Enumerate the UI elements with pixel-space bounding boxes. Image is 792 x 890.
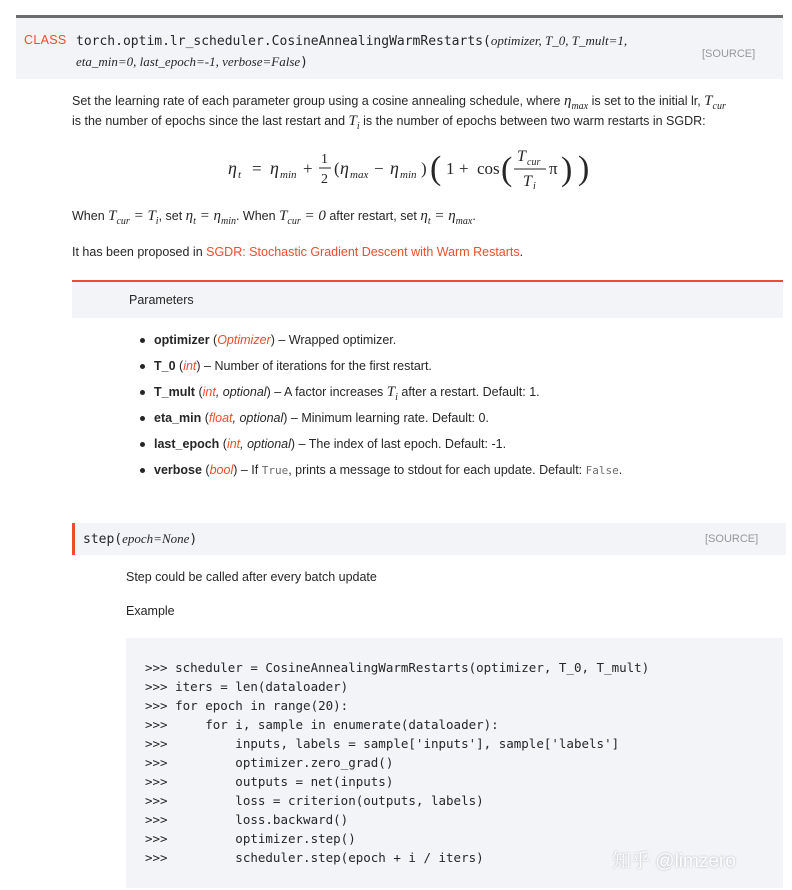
math-t-i: $T_i$ [386,384,398,403]
param-desc: – A factor increases [270,385,387,399]
svg-text:i: i [533,181,536,191]
example-code [145,658,649,867]
code-line: >>> scheduler = CosineAnnealingWarmRestarts(optimizer, T_0, T_mult) [145,660,650,675]
param-desc: – Wrapped optimizer. [274,333,397,347]
class-args-line1: optimizer, T_0, T_mult=1, [490,33,628,48]
math-tcur-eq-zero: $T_{cur} = 0$ [279,208,326,227]
desc-text: . [472,209,476,223]
svg-text:η: η [228,158,237,178]
desc-text: after restart, set [325,209,421,223]
svg-text:): ) [561,151,573,188]
param-name: optimizer [154,333,210,347]
step-source-link[interactable]: [SOURCE] [705,533,759,545]
svg-text:1: 1 [321,152,328,167]
math-t-cur: $T_{cur}$ [704,93,726,112]
desc-text: . When [235,209,280,223]
inline-code-false: False [585,464,619,477]
param-desc: – Number of iterations for the first restart. [200,359,432,373]
class-signature-close: ) [300,55,308,70]
param-desc: , prints a message to stdout for each update. Default: [288,463,586,477]
param-type-link[interactable]: float [208,411,233,425]
code-line: >>> for i, sample in enumerate(dataloader): [145,717,499,732]
param-desc: . [618,463,623,477]
code-line: >>> loss = criterion(outputs, labels) [145,793,484,808]
param-item-verbose: verbose (bool) – If True, prints a message to stdout for each update. Default: False. [138,460,622,486]
step-signature-text [83,531,197,547]
svg-text:+: + [459,159,469,178]
code-line: >>> iters = len(dataloader) [145,679,349,694]
svg-text:t: t [238,169,242,181]
class-name: torch.optim.lr_scheduler.CosineAnnealingWarmRestarts( [76,34,491,49]
param-name: eta_min [154,411,202,425]
sgdr-paper-link[interactable]: SGDR: Stochastic Gradient Descent with Warm Restarts [206,245,520,259]
param-type-link[interactable]: Optimizer [217,333,271,347]
svg-text:min: min [400,169,417,181]
desc-text: It has been proposed in [72,245,207,259]
param-name: last_epoch [154,437,220,451]
svg-text:+: + [303,159,313,178]
class-signature-line2 [76,54,308,70]
code-line: >>> outputs = net(inputs) [145,774,394,789]
code-line: >>> for epoch in range(20): [145,698,349,713]
svg-text:max: max [350,169,369,181]
svg-text:): ) [421,159,427,178]
svg-text:η: η [270,158,279,178]
param-name: T_mult [154,385,195,399]
svg-text:cur: cur [527,157,541,168]
class-source-link[interactable]: [SOURCE] [702,48,756,60]
svg-text:cos: cos [477,159,500,178]
param-desc: – If [237,463,262,477]
param-type-link[interactable]: bool [209,463,234,477]
svg-text:(: ( [501,151,513,188]
svg-text:=: = [252,159,262,178]
inline-code-true: True [261,464,289,477]
math-t-i: $T_i$ [348,113,360,132]
param-desc: – The index of last epoch. Default: -1. [295,437,507,451]
parameters-list [138,330,622,486]
cosine-annealing-formula [228,143,598,191]
step-name: step( [83,532,123,547]
desc-text: When [72,209,109,223]
svg-text:η: η [340,158,349,178]
class-keyword: CLASS [24,33,67,47]
math-eta-eq-max: $\eta_t = \eta_{max}$ [420,208,473,227]
step-method-signature [72,523,786,555]
desc-text: . [519,245,524,259]
param-name: T_0 [154,359,176,373]
param-desc: after a restart. Default: 1. [397,385,540,399]
math-eta-max: $\eta_{max}$ [564,93,589,112]
class-signature-line1 [76,33,627,49]
code-line: >>> loss.backward() [145,812,349,827]
code-line: >>> optimizer.zero_grad() [145,755,394,770]
desc-text: is the number of epochs since the last restart and [72,114,349,128]
param-type-link[interactable]: int [183,359,197,373]
desc-text: , set [158,209,186,223]
param-item-optimizer: optimizer (Optimizer) – Wrapped optimizer. [138,330,622,356]
param-item-last-epoch: last_epoch (int, optional) – The index of last epoch. Default: -1. [138,434,622,460]
proposed-line [72,245,523,259]
desc-text: is set to the initial lr, [588,94,705,108]
param-type-link[interactable]: int [202,385,216,399]
svg-text:−: − [374,159,384,178]
code-line: >>> optimizer.step() [145,831,356,846]
svg-text:η: η [390,158,399,178]
svg-text:π: π [549,159,558,178]
parameters-header [72,280,783,318]
step-close: ) [189,532,198,547]
step-description: Step could be called after every batch update [126,570,377,584]
example-heading: Example [126,604,175,618]
svg-text:(: ( [430,150,442,187]
param-item-tmult: T_mult (int, optional) – A factor increases $T_i$ after a restart. Default: 1. [138,382,622,408]
parameters-title: Parameters [129,293,194,307]
param-optional: , optional [215,385,267,399]
code-line: >>> scheduler.step(epoch + i / iters) [145,850,484,865]
class-args-line2: eta_min=0, last_epoch=-1, verbose=False [76,54,301,69]
svg-text:2: 2 [321,172,328,187]
param-optional: , optional [240,437,291,451]
desc-text: is the number of epochs between two warm restarts in SGDR: [359,114,706,128]
param-desc: – Minimum learning rate. Default: 0. [287,411,489,425]
svg-text:(: ( [334,159,340,178]
math-tcur-eq-ti: $T_{cur} = T_i$ [108,208,159,227]
description-line2 [72,113,706,132]
svg-text:T: T [517,148,526,165]
svg-text:T: T [523,173,532,190]
param-item-t0: T_0 (int) – Number of iterations for the first restart. [138,356,622,382]
description-line1 [72,93,726,112]
param-type-link[interactable]: int [226,437,241,451]
step-args: epoch=None [122,531,190,546]
code-line: >>> inputs, labels = sample['inputs'], sample['labels'] [145,736,620,751]
param-optional: , optional [232,411,284,425]
svg-text:min: min [280,169,297,181]
param-name: verbose [154,463,202,477]
class-signature [16,15,783,79]
math-eta-eq-min: $\eta_t = \eta_{min}$ [185,208,236,227]
svg-text:): ) [578,150,590,187]
desc-text: Set the learning rate of each parameter group using a cosine annealing schedule, where [72,94,564,108]
zhihu-watermark: 知乎 @limzero [612,851,736,872]
svg-text:1: 1 [446,159,455,178]
restart-condition-line [72,208,476,227]
param-item-eta-min: eta_min (float, optional) – Minimum learning rate. Default: 0. [138,408,622,434]
